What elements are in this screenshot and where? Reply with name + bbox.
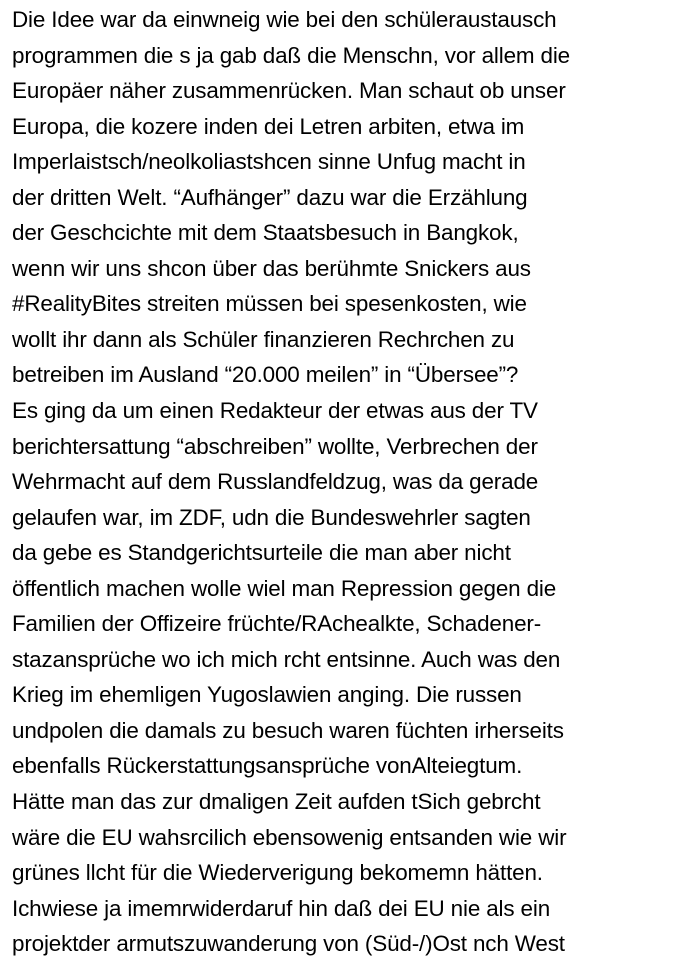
text-line: Es ging da um einen Redakteur der etwas aus der TV [12,398,538,424]
text-line: wenn wir uns shcon über das berühmte Snickers aus [12,255,531,281]
text-line: stazansprüche wo ich mich rcht entsinne. Auch was den [12,646,561,672]
text-line: Ichwiese ja imemrwiderdaruf hin daß dei EU nie als ein [12,895,551,921]
text-line: wäre die EU wahsrcilich ebensowenig entsanden wie wir [12,824,567,850]
text-line: Die Idee war da einwneig wie bei den schüleraustausch [12,7,557,32]
text-line: wollt ihr dann als Schüler finanzieren Rechrchen zu [12,326,515,352]
document-body [12,2,684,962]
text-line: Familien der Offizeire früchte/RAchealkte, Schadener- [12,611,542,637]
text-line: öffentlich machen wolle wiel man Repression gegen die [12,575,557,601]
text-line: ebenfalls Rückerstattungsansprüche vonAlteiegtum. [12,753,523,779]
text-line: der Geschcichte mit dem Staatsbesuch in Bangkok, [12,220,519,246]
text-line: projektder armutszuwanderung von (Süd-/)Ost nch West [12,931,565,957]
text-line: berichtersattung “abschreiben” wollte, Verbrechen der [12,433,538,459]
text-line: Europa, die kozere inden dei Letren arbiten, etwa im [12,113,525,139]
text-line: grünes llcht für die Wiederverigung bekomemn hätten. [12,860,543,886]
text-line: Wehrmacht auf dem Russlandfeldzug, was da gerade [12,469,539,495]
text-line: da gebe es Standgerichtsurteile die man aber nicht [12,540,511,566]
text-line: gelaufen war, im ZDF, udn die Bundeswehrler sagten [12,504,531,530]
text-line: der dritten Welt. “Aufhänger” dazu war die Erzählung [12,184,528,210]
text-line: Krieg im ehemligen Yugoslawien anging. Die russen [12,682,522,708]
text-line: betreiben im Ausland “20.000 meilen” in “Übersee”? [12,362,519,388]
text-line: undpolen die damals zu besuch waren füchten irherseits [12,717,564,743]
text-line: Europäer näher zusammenrücken. Man schaut ob unser [12,78,566,104]
text-line: Imperlaistsch/neolkoliastshcen sinne Unfug macht in [12,149,526,175]
text-line: Hätte man das zur dmaligen Zeit aufden tSich gebrcht [12,789,541,815]
text-line: #RealityBites streiten müssen bei spesenkosten, wie [12,291,527,317]
text-line: programmen die s ja gab daß die Menschn, vor allem die [12,42,571,68]
